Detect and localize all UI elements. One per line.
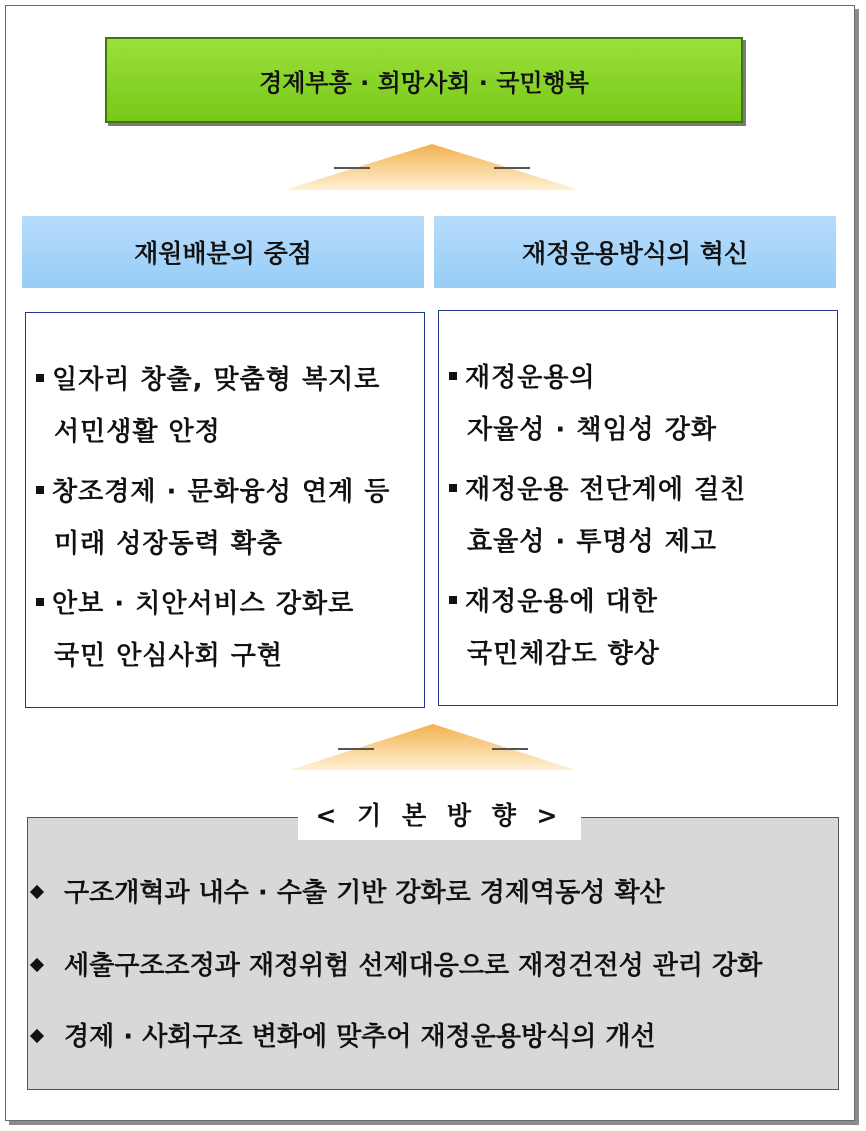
bullet-square-icon: [36, 598, 44, 606]
list-item: 구조개혁과 내수 · 수출 기반 강화로 경제역동성 확산: [32, 872, 665, 909]
bullet-diamond-icon: [30, 885, 44, 899]
right-items-box: [438, 310, 838, 706]
list-item: 재정운용 전단계에 걸친 효율성 · 투명성 제고: [449, 463, 831, 569]
list-item: 일자리 창출, 맞춤형 복지로 서민생활 안정: [36, 353, 418, 459]
bullet-square-icon: [36, 486, 44, 494]
list-item: 경제 · 사회구조 변화에 맞추어 재정운용방식의 개선: [32, 1016, 656, 1053]
bullet-square-icon: [36, 374, 44, 382]
up-arrow-top: [282, 142, 582, 192]
right-heading: 재정운용방식의 혁신: [434, 216, 836, 288]
list-item: 재정운용에 대한 국민체감도 향상: [449, 575, 831, 681]
basic-direction-title: < 기 본 방 향 >: [298, 788, 581, 840]
list-item: 안보 · 치안서비스 강화로 국민 안심사회 구현: [36, 577, 418, 683]
bullet-square-icon: [449, 484, 457, 492]
bullet-square-icon: [449, 372, 457, 380]
bullet-square-icon: [449, 596, 457, 604]
goal-banner: 경제부흥 · 희망사회 · 국민행복: [105, 37, 743, 123]
list-item: 창조경제 · 문화융성 연계 등 미래 성장동력 확충: [36, 465, 418, 571]
list-item: 세출구조조정과 재정위험 선제대응으로 재정건전성 관리 강화: [32, 945, 762, 982]
left-heading: 재원배분의 중점: [22, 216, 424, 288]
bullet-diamond-icon: [30, 1029, 44, 1043]
bullet-diamond-icon: [30, 958, 44, 972]
list-item: 재정운용의 자율성 · 책임성 강화: [449, 351, 831, 457]
left-items-box: [25, 312, 425, 708]
up-arrow-bottom: [288, 722, 578, 772]
